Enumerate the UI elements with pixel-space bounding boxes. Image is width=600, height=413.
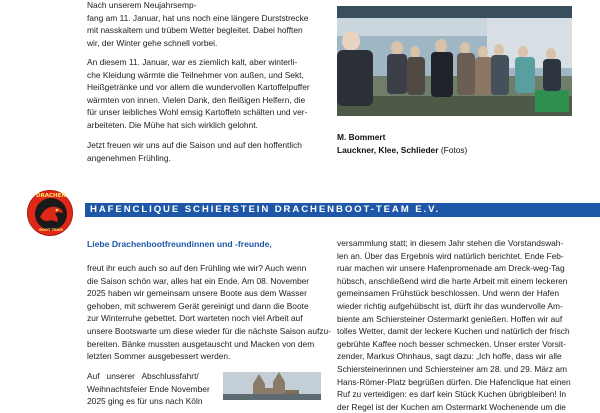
article-column-left-continued xyxy=(87,370,210,408)
author-name: M. Bommert xyxy=(337,132,386,142)
text-line: bereiten. Bänke mussten ausgetauscht und Macken von dem xyxy=(87,338,315,349)
article-column-right xyxy=(337,237,571,413)
closing-paragraph xyxy=(87,139,302,164)
text-line: die Saison schön war, alles hat ein Ende. Am 08. November xyxy=(87,275,310,286)
photographer-names: Lauckner, Klee, Schlieder xyxy=(337,144,439,155)
text-line: 2025 haben wir gemeinsam unsere Boote aus dem Wasser xyxy=(87,288,307,299)
text-line: Nach unserem Neujahrsemp- xyxy=(87,0,197,10)
photo-credits xyxy=(337,131,467,156)
text-line: Weihnachtsfeier Ende November xyxy=(87,383,210,394)
text-line: tolles Wetter, damit der leckere Kuchen und natürlich der frisch xyxy=(337,326,570,337)
text-line: freut ihr euch auch so auf den Frühling wie wir? Auch wenn xyxy=(87,263,307,273)
text-line: zender, Markus Ohnhaus, sagt dazu: „Ich hoffe, dass wir alle xyxy=(337,351,562,362)
article-column-left xyxy=(87,262,331,363)
text-line: Auf unserer Abschlussfahrt/ xyxy=(87,371,199,381)
text-line: letzten Sommer ausgebessert werden. xyxy=(87,351,231,362)
logo-bottom-text: BOOT TEAM xyxy=(39,228,63,232)
text-line: len an. Über das Ergebnis wird natürlich berichtet. Ende Feb- xyxy=(337,250,564,261)
text-line: hübsch, anschließend wird die harte Arbeit mit einem leckeren xyxy=(337,275,568,286)
text-line: zur Winterruhe gebettet. Dort warteten noch viel Arbeit auf xyxy=(87,313,303,324)
text-line: gehoben, mit schwerem Gerät gereinigt und dann die Boote xyxy=(87,300,309,311)
event-photo xyxy=(337,6,572,116)
text-line: der Regel ist der Kuchen am Ostermarkt Wochenende um die xyxy=(337,401,566,412)
text-line: Jetzt freuen wir uns auf die Saison und auf den hoffentlich xyxy=(87,140,302,150)
text-line: arbeiteten. Die Mühe hat sich wirklich gelohnt. xyxy=(87,119,258,130)
intro-paragraph xyxy=(87,0,308,49)
text-line: Heißgetränke und vor allem die wundervollen Kartoffelpuffer xyxy=(87,82,310,93)
club-logo xyxy=(27,190,73,236)
logo-top-text: DRACHEN xyxy=(35,193,67,199)
text-line: für unser leibliches Wohl emsig Kartoffeln schälten und ver- xyxy=(87,107,308,118)
text-line: Ruf zu verteidigen: es darf kein Stück Kuchen übrigbleiben! In xyxy=(337,389,567,400)
text-line: Hans-Römer-Platz begrüßen dürfen. Die Hafenclique hat einen xyxy=(337,376,571,387)
text-line: wir, der Winter gehe schnell vorbei. xyxy=(87,37,218,48)
section-title: HAFENCLIQUE SCHIERSTEIN DRACHENBOOT-TEAM E.V. xyxy=(90,204,441,215)
event-paragraph xyxy=(87,56,310,132)
text-line: ruar machen wir unsere Hafenpromenade am Dreck-weg-Tag xyxy=(337,263,565,274)
text-line: mit nasskaltem und trübem Wetter begleitet. Dabei hofften xyxy=(87,25,303,36)
article-greeting: Liebe Drachenbootfreundinnen und -freunde, xyxy=(87,239,272,249)
text-line: biente am Schiersteiner Ostermarkt genießen. Hoffen wir auf xyxy=(337,313,563,324)
text-line: gemeinsamen Frühstück beschlossen. Und wenn der Hafen xyxy=(337,288,560,299)
text-line: unsere Bootswarte um diese wieder für die nächste Saison aufzu- xyxy=(87,325,331,336)
text-line: wieder richtig aufgehübscht ist, dürft ihr das wundervolle Am- xyxy=(337,300,563,311)
text-line: versammlung statt; in diesem Jahr stehen die Vorstandswah- xyxy=(337,238,564,248)
photo-credit-suffix: (Fotos) xyxy=(440,144,468,155)
text-line: fang am 11. Januar, hat uns noch eine längere Durststrecke xyxy=(87,12,309,23)
text-line: che Kleidung wärmte die Teilnehmer von außen, und Sekt, xyxy=(87,69,304,80)
text-line: wärmten von innen. Vielen Dank, den fleißigen Helfern, die xyxy=(87,94,306,105)
text-line: gebrühte Kaffee noch besser schmecken. Unser erster Vorsit- xyxy=(337,338,566,349)
text-line: 2025 ging es für uns nach Köln xyxy=(87,396,203,407)
photographers-line xyxy=(337,144,467,157)
text-line: angenehmen Frühling. xyxy=(87,152,171,163)
cathedral-photo xyxy=(223,372,321,400)
text-line: Schiersteinerinnen und Schiersteiner am 28. und 29. März am xyxy=(337,363,567,374)
text-line: An diesem 11. Januar, war es ziemlich kalt, aber winterli- xyxy=(87,57,298,67)
